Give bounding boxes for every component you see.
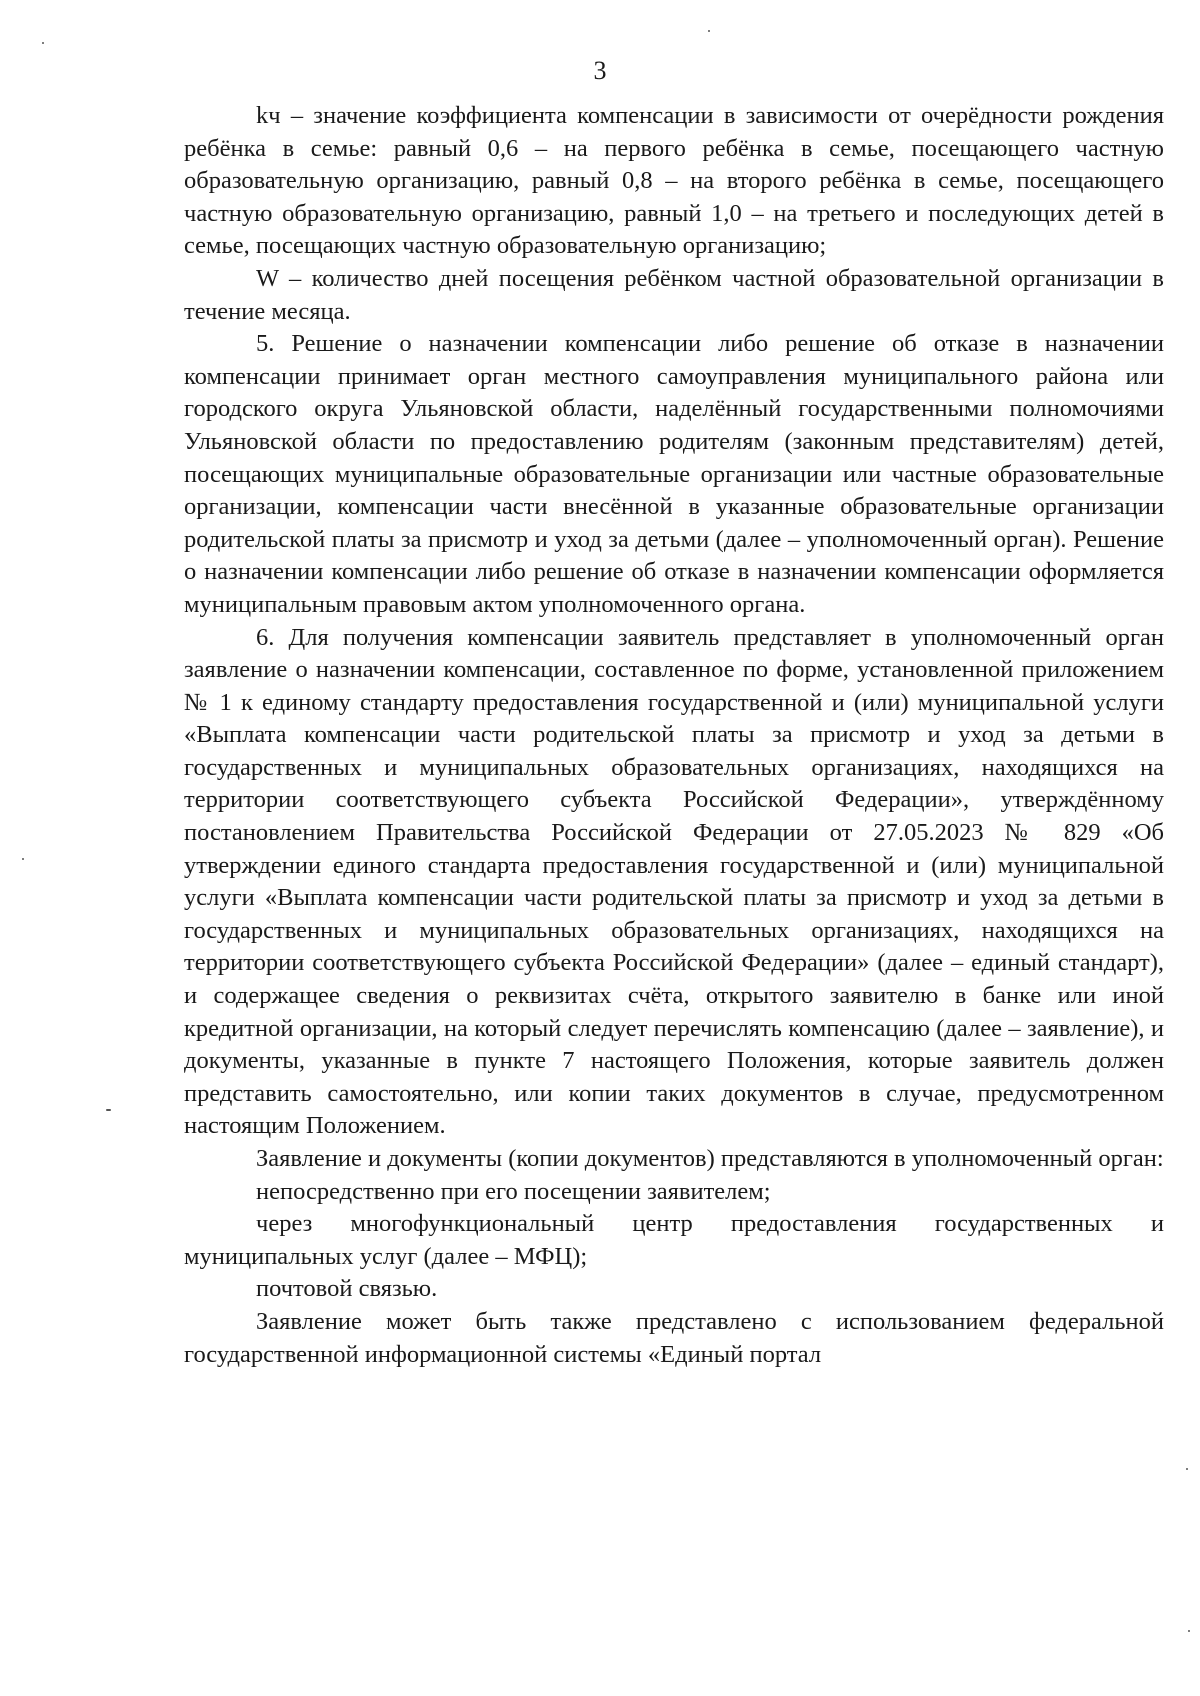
scan-speck xyxy=(22,858,24,860)
scan-speck xyxy=(1188,1630,1190,1632)
scan-speck xyxy=(42,42,44,44)
paragraph-online-submission: Заявление может быть также представлено с использованием федеральной государственной информационной системы «Единый портал xyxy=(184,1307,1164,1368)
document-body xyxy=(184,100,1164,1371)
scan-speck xyxy=(708,30,710,32)
list-item-in-person: непосредственно при его посещении заявителем; xyxy=(256,1177,771,1205)
scan-speck xyxy=(106,1109,111,1111)
paragraph-w-days: W – количество дней посещения ребёнком частной образовательной организации в течение месяца. xyxy=(184,264,1164,325)
scan-speck xyxy=(1186,1468,1188,1470)
paragraph-item-6: 6. Для получения компенсации заявитель представляет в уполномоченный орган заявление о назначении компенсации, составленное по форме, установленной приложением № 1 к единому стандарту предоставления государственной и (или) муниципальной услуги «Выплата компенсации части родительской платы за присмотр и уход за детьми в государственных и муниципальных образовательных организациях, находящихся на территории соответствующего субъекта Российской Федерации», утверждённому постановлением Правительства Российской Федерации от 27.05.2023 № 829 «Об утверждении единого стандарта предоставления государственной и (или) муниципальной услуги «Выплата компенсации части родительской платы за присмотр и уход за детьми в государственных и муниципальных образовательных организациях, находящихся на территории соответствующего субъекта Российской Федерации» (далее – единый стандарт), и содержащее сведения о реквизитах счёта, открытого заявителю в банке или иной кредитной организации, на который следует перечислять компенсацию (далее – заявление), и документы, указанные в пункте 7 настоящего Положения, которые заявитель должен представить самостоятельно, или копии таких документов в случае, предусмотренном настоящим Положением. xyxy=(184,623,1164,1140)
list-item-postal: почтовой связью. xyxy=(256,1275,438,1303)
page-number: 3 xyxy=(593,56,607,85)
paragraph-item-5: 5. Решение о назначении компенсации либо решение об отказе в назначении компенсации принимает орган местного самоуправления муниципального района или городского округа Ульяновской области, наделённый государственными полномочиями Ульяновской области по предоставлению родителям (законным представителям) детей, посещающих муниципальные образовательные организации или частные образовательные организации, компенсации части внесённой в указанные образовательные организации родительской платы за присмотр и уход за детьми (далее – уполномоченный орган). Решение о назначении компенсации либо решение об отказе в назначении компенсации оформляется муниципальным правовым актом уполномоченного органа. xyxy=(184,330,1164,618)
list-item-mfc: через многофункциональный центр предоставления государственных и муниципальных услуг (далее – МФЦ); xyxy=(184,1210,1164,1270)
paragraph-submission-intro: Заявление и документы (копии документов) представляются в уполномоченный орган: xyxy=(256,1145,1164,1172)
paragraph-k-coefficient: kч – значение коэффициента компенсации в зависимости от очерёдности рождения ребёнка в семье: равный 0,6 – на первого ребёнка в семье, посещающего частную образовательную организацию, равный 0,8 – на второго ребёнка в семье, посещающего частную образовательную организацию, равный 1,0 – на третьего и последующих детей в семье, посещающих частную образовательную организацию; xyxy=(184,102,1164,260)
